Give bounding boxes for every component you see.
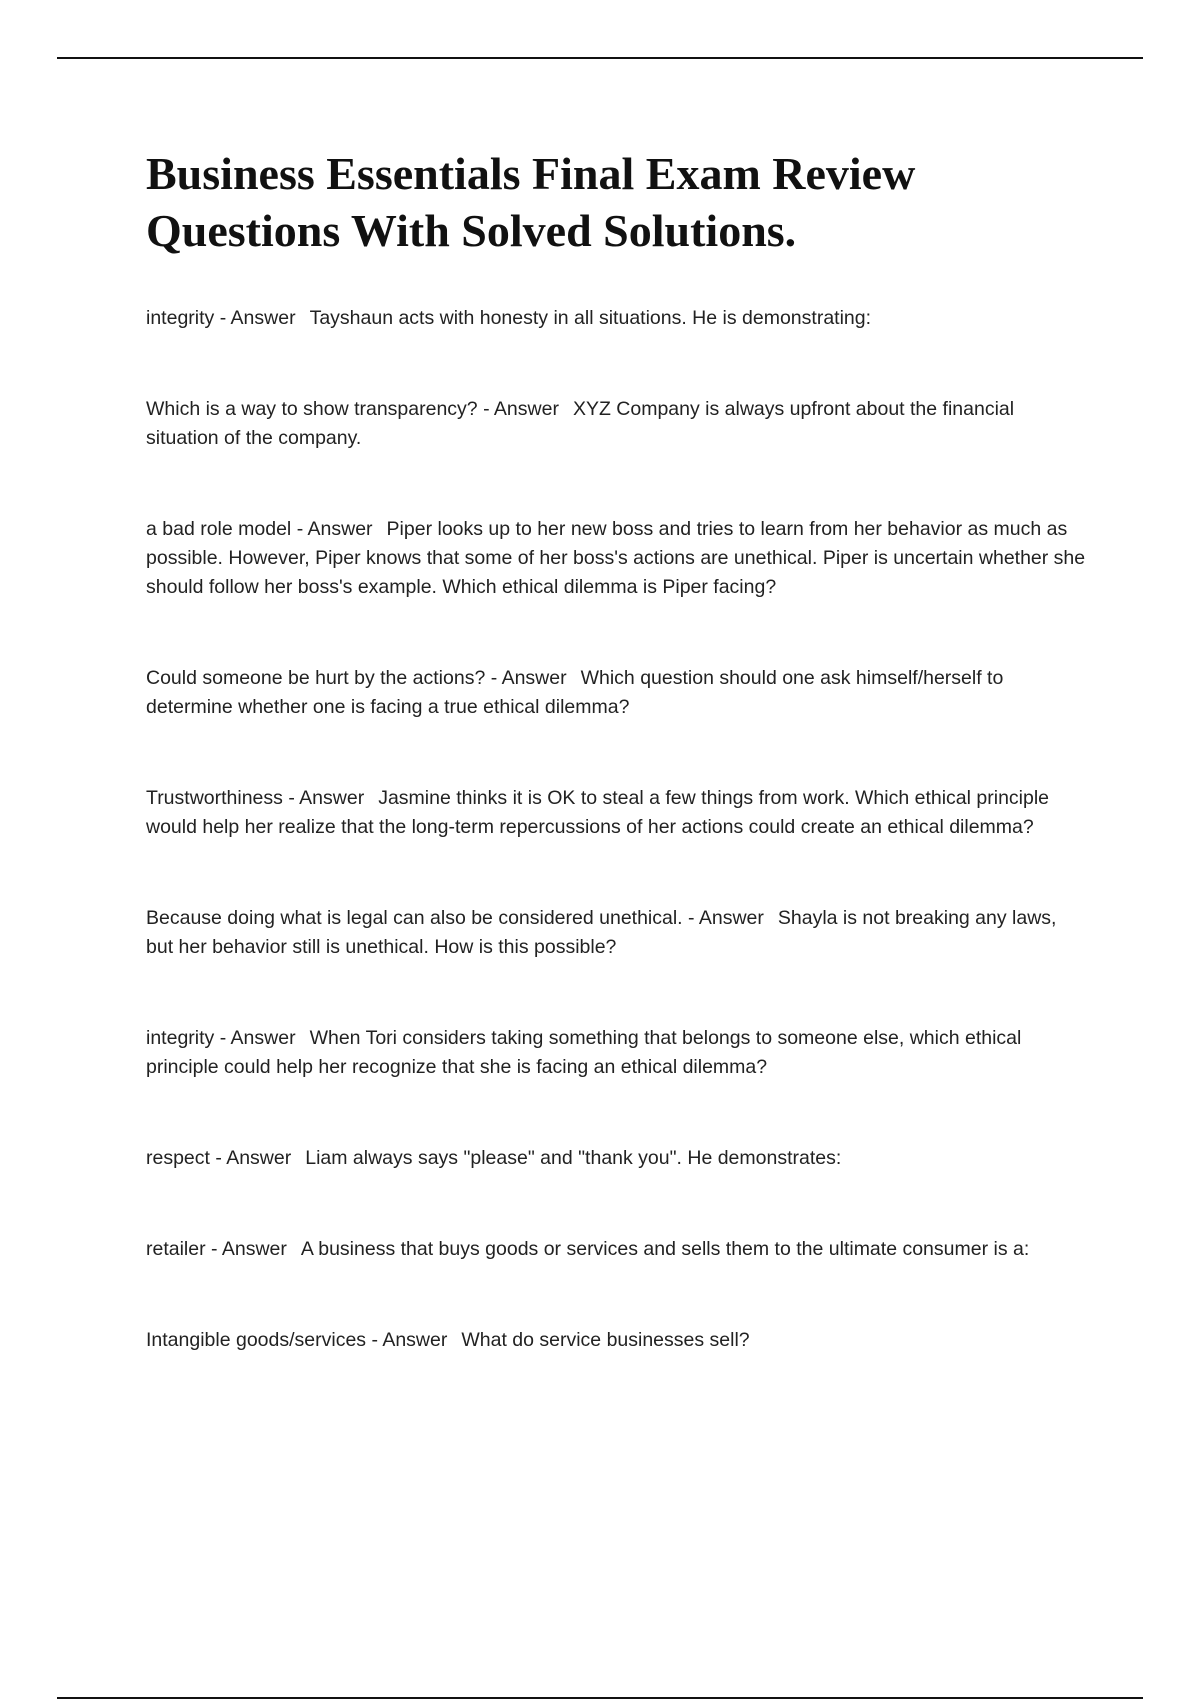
qa-item <box>146 515 1086 602</box>
document-body <box>146 145 1086 1417</box>
qa-question: Piper looks up to her new boss and tries to learn from her behavior as much as possible. However, Piper knows that some of her boss's actions are unethical. Piper is uncertain whether she should follow her boss's example. Which ethical dilemma is Piper facing? <box>146 518 1086 598</box>
bottom-rule <box>57 1697 1143 1699</box>
qa-item <box>146 664 1086 722</box>
qa-answer: retailer <box>146 1238 206 1260</box>
qa-answer: Because doing what is legal can also be considered unethical. <box>146 907 683 929</box>
qa-list <box>146 304 1086 1355</box>
answer-label: - Answer <box>219 1027 296 1049</box>
qa-question: When Tori considers taking something that belongs to someone else, which ethical principle could help her recognize that she is facing an ethical dilemma? <box>146 1027 1022 1078</box>
qa-question: Jasmine thinks it is OK to steal a few things from work. Which ethical principle would help her realize that the long-term repercussions of her actions could create an ethical dilemma? <box>146 787 1050 838</box>
qa-question: XYZ Company is always upfront about the financial situation of the company. <box>146 398 1015 449</box>
qa-answer: Which is a way to show transparency? <box>146 398 478 420</box>
qa-answer: respect <box>146 1147 210 1169</box>
answer-label: - Answer <box>211 1238 287 1260</box>
qa-item <box>146 395 1086 453</box>
answer-label: - Answer <box>296 518 373 540</box>
qa-answer: integrity <box>146 307 215 329</box>
qa-item <box>146 1326 1086 1355</box>
top-rule <box>57 57 1143 59</box>
qa-item <box>146 904 1086 962</box>
answer-label: - Answer <box>288 787 365 809</box>
qa-item <box>146 1144 1086 1173</box>
qa-question: Liam always says "please" and "thank you". He demonstrates: <box>305 1147 842 1169</box>
answer-label: - Answer <box>483 398 559 420</box>
answer-label: - Answer <box>215 1147 292 1169</box>
qa-answer: Could someone be hurt by the actions? <box>146 667 486 689</box>
qa-item <box>146 784 1086 842</box>
qa-question: What do service businesses sell? <box>461 1329 750 1351</box>
qa-question: Tayshaun acts with honesty in all situations. He is demonstrating: <box>309 307 872 329</box>
qa-item <box>146 1024 1086 1082</box>
qa-item <box>146 1235 1086 1264</box>
answer-label: - Answer <box>219 307 296 329</box>
answer-label: - Answer <box>688 907 764 929</box>
qa-answer: Trustworthiness <box>146 787 283 809</box>
qa-question: Shayla is not breaking any laws, but her behavior still is unethical. How is this possible? <box>146 907 1057 958</box>
qa-answer: integrity <box>146 1027 215 1049</box>
qa-question: Which question should one ask himself/herself to determine whether one is facing a true ethical dilemma? <box>146 667 1004 718</box>
qa-answer: Intangible goods/services <box>146 1329 367 1351</box>
answer-label: - Answer <box>490 667 567 689</box>
qa-item <box>146 304 1086 333</box>
qa-answer: a bad role model <box>146 518 292 540</box>
document-title: Business Essentials Final Exam Review Questions With Solved Solutions. <box>146 148 916 256</box>
qa-question: A business that buys goods or services and sells them to the ultimate consumer is a: <box>300 1238 1030 1260</box>
answer-label: - Answer <box>371 1329 448 1351</box>
